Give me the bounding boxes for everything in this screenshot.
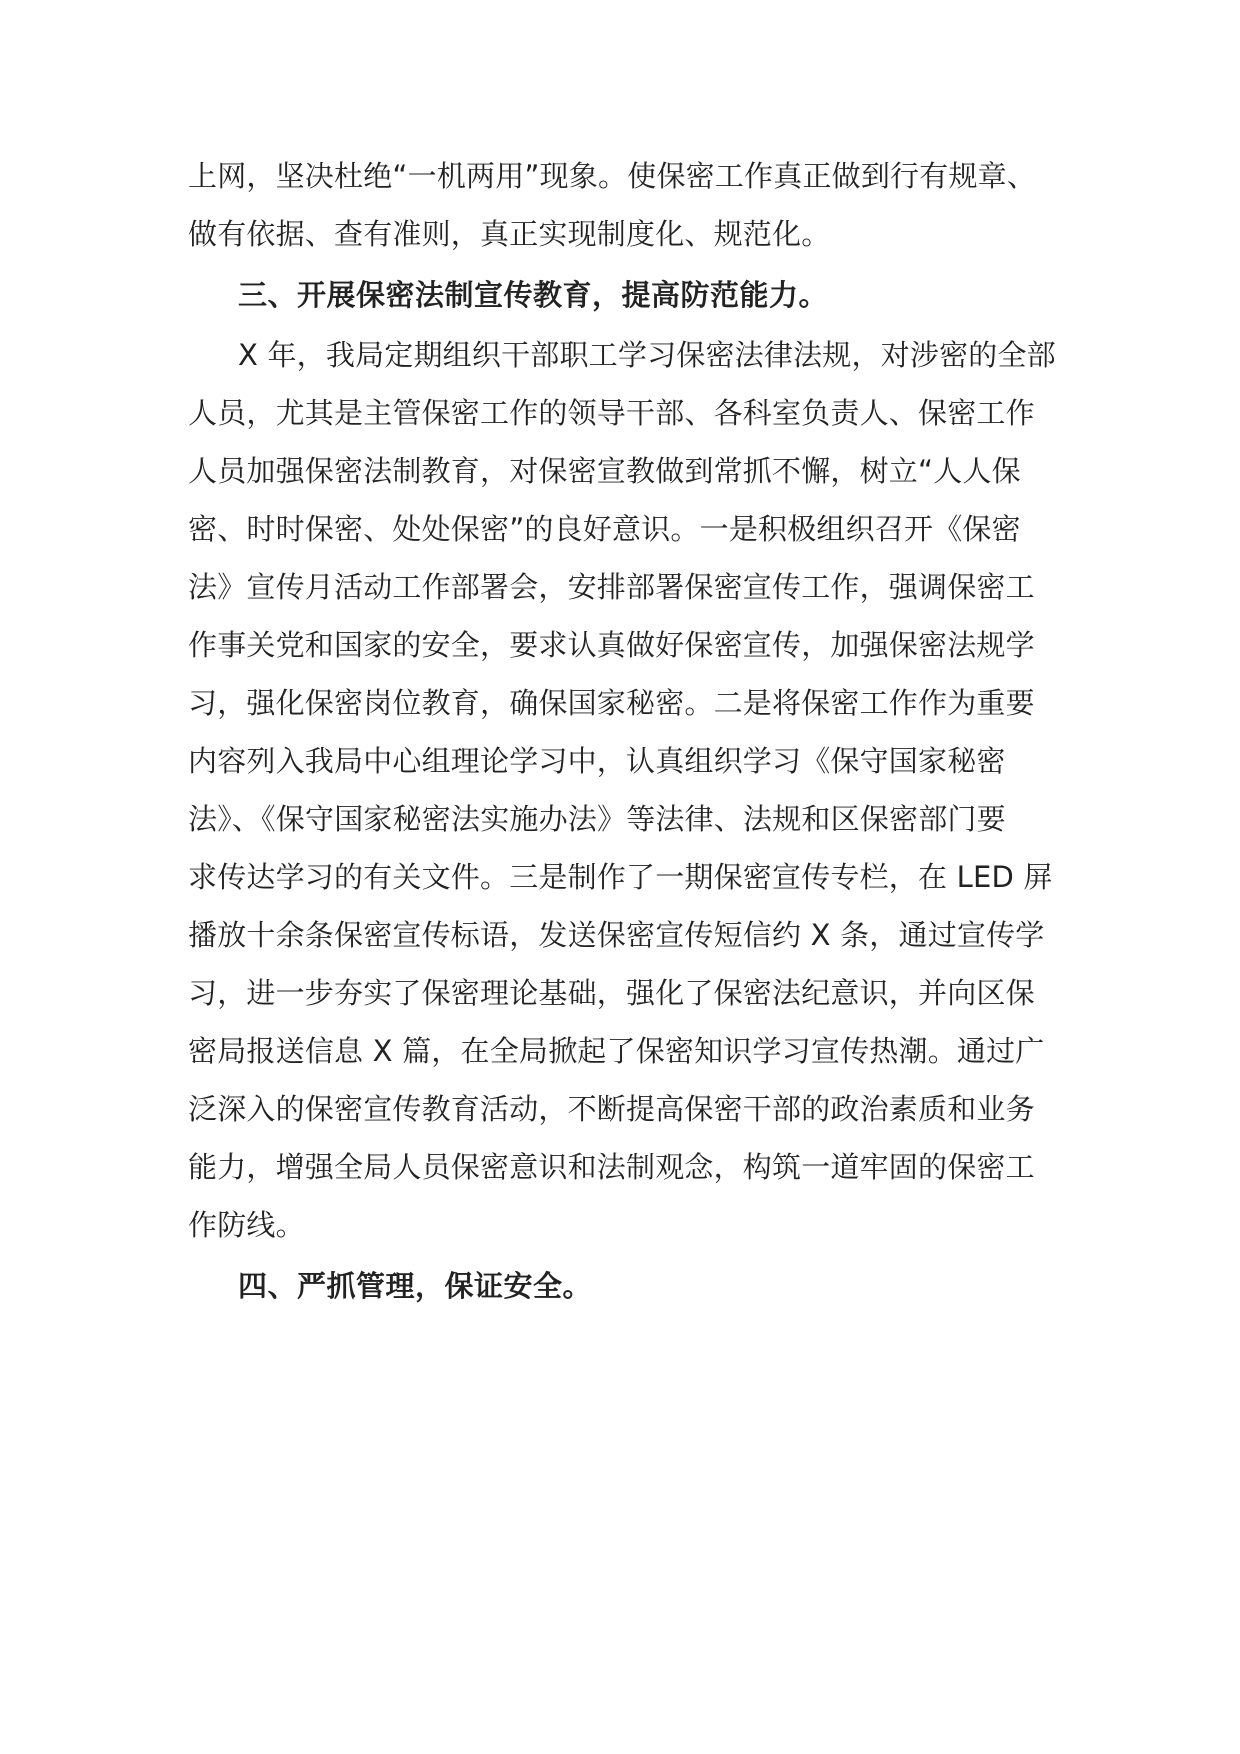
paragraph-line: 密、时时保密、处处保密”的良好意识。一是积极组织召开《保密	[188, 512, 1021, 546]
paragraph-line: 播放十余条保密宣传标语，发送保密宣传短信约 X 条，通过宣传学	[188, 918, 1045, 952]
section-heading: 四、严抓管理，保证安全。	[238, 1269, 593, 1303]
paragraph-line: 作事关党和国家的安全，要求认真做好保密宣传，加强保密法规学	[188, 628, 1035, 662]
paragraph-line: 法》宣传月活动工作部署会，安排部署保密宣传工作，强调保密工	[188, 570, 1035, 604]
paragraph-line: 习，强化保密岗位教育，确保国家秘密。二是将保密工作作为重要	[188, 686, 1035, 720]
paragraph-line: 求传达学习的有关文件。三是制作了一期保密宣传专栏，在 LED 屏	[188, 860, 1053, 894]
paragraph-line: 泛深入的保密宣传教育活动，不断提高保密干部的政治素质和业务	[188, 1092, 1035, 1126]
paragraph-line: 能力，增强全局人员保密意识和法制观念，构筑一道牢固的保密工	[188, 1150, 1035, 1184]
paragraph-line: 人员，尤其是主管保密工作的领导干部、各科室负责人、保密工作	[188, 396, 1035, 430]
paragraph-line: 做有依据、查有准则，真正实现制度化、规范化。	[188, 217, 831, 251]
paragraph-line: 法》、《保守国家秘密法实施办法》等法律、法规和区保密部门要	[188, 802, 1006, 836]
paragraph-line: 密局报送信息 X 篇，在全局掀起了保密知识学习宣传热潮。通过广	[188, 1034, 1045, 1068]
paragraph-line: X 年，我局定期组织干部职工学习保密法律法规，对涉密的全部	[238, 338, 1056, 372]
section-heading: 三、开展保密法制宣传教育，提高防范能力。	[238, 278, 829, 312]
paragraph-line: 习，进一步夯实了保密理论基础，强化了保密法纪意识，并向区保	[188, 976, 1035, 1010]
paragraph-line: 人员加强保密法制教育，对保密宣教做到常抓不懈，树立“人人保	[188, 454, 1021, 488]
paragraph-line: 内容列入我局中心组理论学习中，认真组织学习《保守国家秘密	[188, 744, 1006, 778]
paragraph-line: 上网，坚决杜绝“一机两用”现象。使保密工作真正做到行有规章、	[188, 159, 1037, 193]
paragraph-line: 作防线。	[188, 1208, 305, 1242]
